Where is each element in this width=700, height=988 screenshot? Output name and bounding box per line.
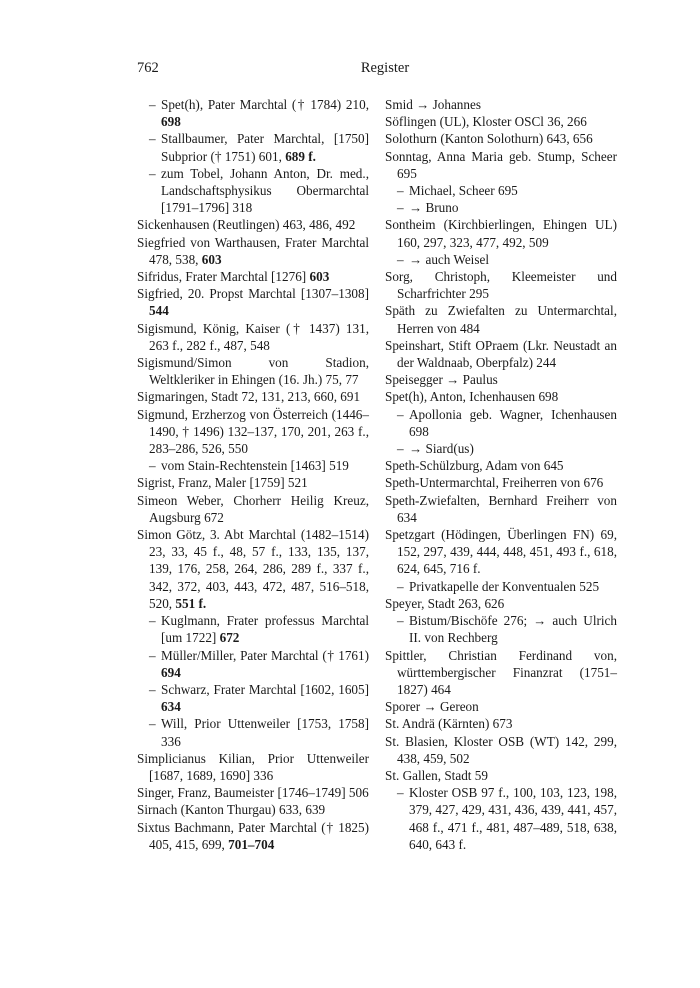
subentry-dash: – [397,441,404,457]
subentry-dash: – [149,681,156,697]
index-entry [385,371,617,388]
entry-text: Sixtus Bachmann, Pater Marchtal († 1825) 405, 415, 699, [137,819,369,852]
index-entry [137,388,369,405]
entry-text: Speth-Untermarchtal, Freiherren von 676 [385,475,604,491]
entry-text: Will, Prior Uttenweiler [1753, 1758] 336 [161,716,369,749]
index-entry [385,647,617,699]
main-reference-page: 698 [161,114,181,130]
subentry-dash: – [149,165,156,181]
entry-text: → auch Weisel [409,251,489,267]
index-entry [385,337,617,371]
subentry-dash: – [397,406,404,422]
index-entry [137,474,369,491]
main-reference-page: 603 [309,269,330,285]
entry-text: St. Blasien, Kloster OSB (WT) 142, 299, 438, 459, 502 [385,733,617,766]
index-entry [385,715,617,732]
entry-text: Söflingen (UL), Kloster OSCl 36, 266 [385,114,587,130]
index-entry [385,113,617,130]
index-column-right [385,96,617,853]
index-subentry [385,251,617,268]
index-entry [137,216,369,233]
entry-text: Privatkapelle der Konventualen 525 [409,578,600,594]
index-subentry [137,715,369,749]
main-reference-page: 689 f. [285,148,316,164]
entry-text: Spet(h), Pater Marchtal († 1784) 210, [161,97,369,112]
subentry-dash: – [149,458,156,474]
entry-text: St. Andrä (Kärnten) 673 [385,716,513,732]
index-entry [137,320,369,354]
entry-text: Speyer, Stadt 263, 626 [385,595,505,611]
entry-text: Kuglmann, Frater professus Marchtal [um 1722] [161,613,369,646]
index-entry [385,457,617,474]
entry-text: → Siard(us) [409,441,474,457]
index-entry [137,406,369,458]
entry-text: Müller/Miller, Pater Marchtal († 1761) [161,647,369,663]
main-reference-page: 634 [161,699,181,715]
index-subentry [385,578,617,595]
entry-text: Simeon Weber, Chorherr Heilig Kreuz, Augsburg 672 [137,492,369,525]
entry-text: Smid → Johannes [385,97,481,112]
main-reference-page: 672 [219,630,240,646]
subentry-dash: – [397,578,404,594]
index-entry [137,750,369,784]
index-subentry [385,406,617,440]
entry-text: Sigismund, König, Kaiser († 1437) 131, 263 f., 282 f., 487, 548 [137,320,369,353]
entry-text: Sigmaringen, Stadt 72, 131, 213, 660, 691 [137,389,361,405]
entry-text: Sigismund/Simon von Stadion, Weltkleriker in Ehingen (16. Jh.) 75, 77 [137,355,369,388]
index-subentry [385,612,617,646]
subentry-dash: – [149,716,156,732]
subentry-dash: – [397,183,404,199]
entry-text: Sirnach (Kanton Thurgau) 633, 639 [137,802,326,818]
index-subentry [137,457,369,474]
page-number: 762 [137,60,159,76]
entry-text: Sontheim (Kirchbierlingen, Ehingen UL) 160, 297, 323, 477, 492, 509 [385,217,617,250]
index-entry [385,148,617,182]
index-entry [137,819,369,853]
subentry-dash: – [397,613,404,629]
main-reference-page: 551 f. [175,595,207,611]
index-entry [137,268,369,285]
entry-text: vom Stain-Rechtenstein [1463] 519 [161,458,349,474]
index-entry [385,595,617,612]
index-subentry [385,440,617,457]
index-entry [385,216,617,250]
main-reference-page: 701–704 [228,836,275,852]
entry-text: Michael, Scheer 695 [409,183,518,199]
index-subentry [385,784,617,853]
index-subentry [137,165,369,217]
index-entry [137,354,369,388]
entry-text: Spet(h), Anton, Ichenhausen 698 [385,389,559,405]
index-entry [385,733,617,767]
subentry-dash: – [397,785,404,801]
entry-text: Sifridus, Frater Marchtal [1276] [137,269,310,285]
entry-text: Solothurn (Kanton Solothurn) 643, 656 [385,131,593,147]
index-subentry [137,681,369,715]
entry-text: Bistum/Bischöfe 276; → auch Ulrich II. von Rechberg [409,613,617,646]
index-entry [137,784,369,801]
entry-text: → Bruno [409,200,459,216]
main-reference-page: 544 [149,303,169,319]
entry-text: Spittler, Christian Ferdinand von, württembergischer Finanzrat (1751–1827) 464 [385,647,617,697]
subentry-dash: – [397,251,404,267]
entry-text: Sigfried, 20. Propst Marchtal [1307–1308] [137,286,369,302]
index-entry [385,96,617,113]
entry-text: Apollonia geb. Wagner, Ichenhausen 698 [409,406,617,439]
entry-text: Siegfried von Warthausen, Frater Marchtal 478, 538, [137,234,369,267]
index-entry [385,526,617,578]
entry-text: Spetzgart (Hödingen, Überlingen FN) 69, 152, 297, 439, 444, 448, 451, 493 f., 618, 624, 645, 716 f. [385,527,617,577]
entry-text: zum Tobel, Johann Anton, Dr. med., Landschaftsphysikus Obermarchtal [1791–1796] 318 [161,165,369,216]
index-entry [137,801,369,818]
entry-text: Sigrist, Franz, Maler [1759] 521 [137,475,308,491]
index-entry [385,388,617,405]
index-subentry [385,182,617,199]
index-column-left [137,96,369,853]
subentry-dash: – [149,647,156,663]
entry-text: Simplicianus Kilian, Prior Uttenweiler [1687, 1689, 1690] 336 [137,750,369,783]
entry-text: Speisegger → Paulus [385,372,498,388]
subentry-dash: – [149,131,156,147]
subentry-dash: – [149,97,156,112]
entry-text: Schwarz, Frater Marchtal [1602, 1605] [161,681,369,697]
entry-text: Sigmund, Erzherzog von Österreich (1446–1490, † 1496) 132–137, 170, 201, 263 f., 283–286, 526, 550 [137,406,369,457]
index-entry [385,268,617,302]
index-entry [385,767,617,784]
index-entry [137,285,369,319]
entry-text: Stallbaumer, Pater Marchtal, [1750] Subprior († 1751) 601, [161,131,369,164]
subentry-dash: – [397,200,404,216]
index-subentry [137,96,369,130]
entry-text: Speinshart, Stift OPraem (Lkr. Neustadt an der Waldnaab, Oberpfalz) 244 [385,337,617,371]
entry-text: Speth-Schülzburg, Adam von 645 [385,458,564,474]
index-subentry [137,130,369,164]
index-entry [385,492,617,526]
subentry-dash: – [149,613,156,629]
entry-text: Singer, Franz, Baumeister [1746–1749] 506 [137,785,369,801]
entry-text: Sonntag, Anna Maria geb. Stump, Scheer 695 [385,148,617,181]
index-entry [137,234,369,268]
index-subentry [137,612,369,646]
entry-text: Sickenhausen (Reutlingen) 463, 486, 492 [137,217,356,233]
index-entry [385,302,617,336]
entry-text: Speth-Zwiefalten, Bernhard Freiherr von 634 [385,492,617,525]
running-head: Register [360,60,410,76]
main-reference-page: 694 [161,664,181,680]
entry-text: Sorg, Christoph, Kleemeister und Scharfrichter 295 [385,269,617,302]
index-entry [385,130,617,147]
main-reference-page: 603 [201,251,222,267]
entry-text: Kloster OSB 97 f., 100, 103, 123, 198, 379, 427, 429, 431, 436, 439, 441, 457, 468 f., 471 f., 481, 487–489, 518, 638, 640, 643 f. [409,785,617,852]
index-entry [385,474,617,491]
index-subentry [137,647,369,681]
entry-text: St. Gallen, Stadt 59 [385,767,488,783]
index-subentry [385,199,617,216]
entry-text: Simon Götz, 3. Abt Marchtal (1482–1514) 23, 33, 45 f., 48, 57 f., 133, 135, 137, 139, 176, 258, 264, 286, 289 f., 337 f., 342, 372, 403, 443, 472, 487, 516–518, 520, [137,527,369,611]
index-entry [137,526,369,612]
entry-text: Sporer → Gereon [385,699,479,715]
index-entry [385,698,617,715]
index-entry [137,492,369,526]
entry-text: Späth zu Zwiefalten zu Untermarchtal, Herren von 484 [385,303,617,336]
